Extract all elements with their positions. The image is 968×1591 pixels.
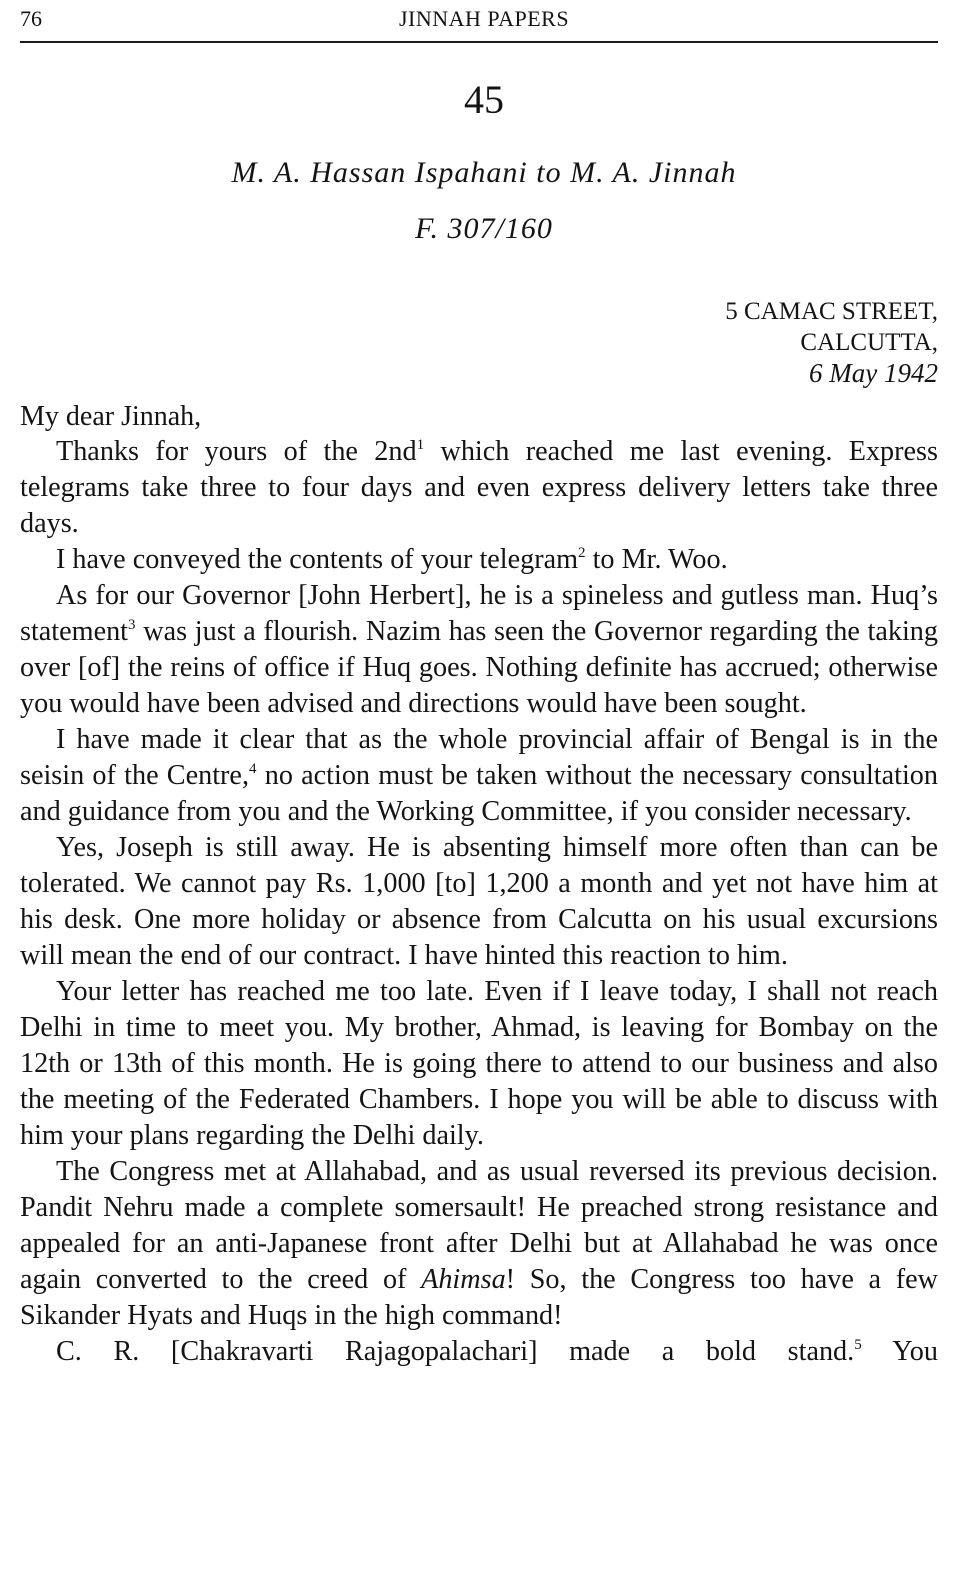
paragraph: Thanks for yours of the $2nd^1$ which reached me last evening. Express telegrams take three to four days and even express delivery letters take three days. <box>20 436 938 539</box>
address-line-2: CALCUTTA, <box>800 329 938 356</box>
letter-body <box>20 434 938 1370</box>
document-title: M. A. Hassan Ispahani to M. A. Jinnah <box>231 156 737 189</box>
running-title: JINNAH PAPERS <box>398 6 570 31</box>
document-number: 45 <box>464 77 504 122</box>
paragraph: I have conveyed the contents of your telegram$^2$ to Mr. Woo. <box>56 544 728 575</box>
paragraph: As for our Governor [John Herbert], he is a spineless and gutless man. Huq’s statement$^3$ was just a flourish. Nazim has seen the Governor regarding the taking over [of] the reins of office if Huq goes. Nothing definite has accrued; otherwise you would have been advised and directions would have been sought. <box>20 580 938 719</box>
paragraph: C. R. [Chakravarti Rajagopalachari] made a bold stand.$^5$ You <box>56 1336 938 1367</box>
footnote-ref: 5 <box>854 1337 862 1353</box>
page-number: 76 <box>20 6 42 31</box>
footnote-ref: 2 <box>578 545 586 561</box>
footnote-ref: 4 <box>249 761 257 777</box>
footnote-ref: 3 <box>128 617 136 633</box>
footnote-ref: 1 <box>416 437 425 453</box>
italic-term: Ahimsa <box>421 1264 506 1295</box>
salutation: My dear Jinnah, <box>20 401 202 432</box>
paragraph: Yes, Joseph is still away. He is absenting himself more often than can be tolerated. We cannot pay Rs. 1,000 [to] 1,200 a month and yet not have him at his desk. One more holiday or absence from Calcutta on his usual excursions will mean the end of our contract. I have hinted this reaction to him. <box>20 832 938 971</box>
paragraph: I have made it clear that as the whole provincial affair of Bengal is in the seisin of the Centre,$^4$ no action must be taken without the necessary consultation and guidance from you and the Working Committee, if you consider necessary. <box>20 724 938 827</box>
paragraph: Your letter has reached me too late. Even if I leave today, I shall not reach Delhi in time to meet you. My brother, Ahmad, is leaving for Bombay on the 12th or 13th of this month. He is going there to attend to our business and also the meeting of the Federated Chambers. I hope you will be able to discuss with him your plans regarding the Delhi daily. <box>20 976 938 1151</box>
address-line-1: 5 CAMAC STREET, <box>725 298 938 325</box>
letter-date: 6 May 1942 <box>809 358 938 388</box>
paragraph: The Congress met at Allahabad, and as usual reversed its previous decision. Pandit Nehru made a complete somersault! He preached strong resistance and appealed for an anti-Japanese front after Delhi but at Allahabad he was once again converted to the creed of Ahimsa! So, the Congress too have a few Sikander Hyats and Huqs in the high command! <box>20 1156 938 1331</box>
file-reference: F. 307/160 <box>415 212 553 245</box>
header-rule <box>20 41 938 43</box>
